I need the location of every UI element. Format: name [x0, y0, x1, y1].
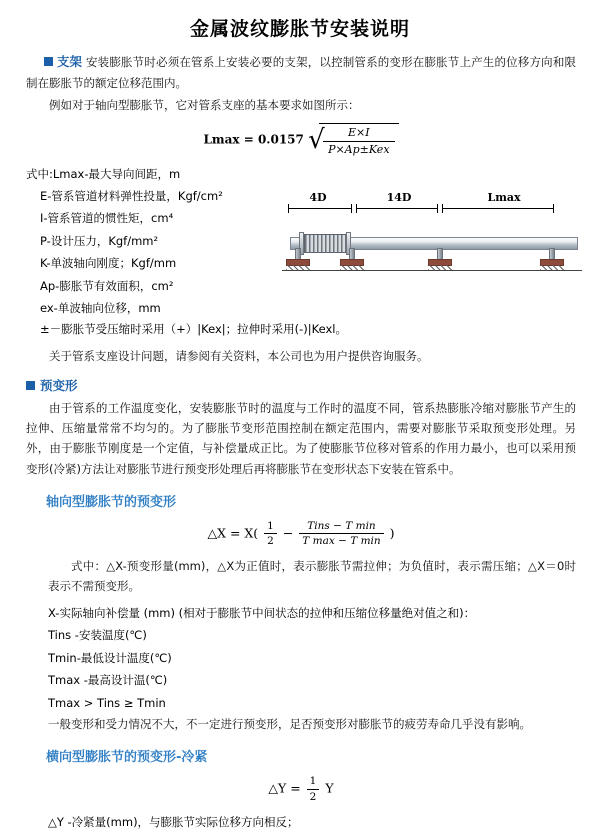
pipe-support-4	[540, 248, 564, 268]
document-page	[0, 14, 600, 830]
axial-symbol-lines	[26, 602, 576, 714]
sqrt-group	[308, 123, 398, 157]
lateral-formula-rhs: Y	[325, 780, 334, 796]
legend-item: 式中:Lmax-最大导向间距，m	[26, 166, 181, 181]
axial-symbol-line: Tmax > Tins ≥ Tmin	[48, 695, 166, 710]
axial-symbol-line: X-实际轴向补偿量 (mm) (相对于膨胀节中间状态的拉伸和压缩位移量绝对值之和)：	[48, 606, 476, 621]
legend-note-row	[26, 318, 576, 340]
legend-item: K-单波轴向刚度；Kgf/mm	[40, 256, 177, 271]
axial-symbol-line: Tmax -最高设计温(℃)	[48, 673, 168, 688]
bracket-paragraph-1: 安装膨胀节时必须在管系上安装必要的支架，以控制管系的变形在膨胀节上产生的位移方向和限制在膨胀节的额定位移范围内。	[26, 55, 576, 90]
blue-bullet-icon	[44, 57, 53, 66]
axial-predeform-formula	[26, 520, 576, 548]
bracket-intro-paragraph	[26, 51, 576, 93]
lateral-formula-half	[307, 775, 320, 803]
axial-formula-temp-fraction	[299, 520, 383, 548]
radical-icon: √	[308, 124, 325, 155]
lateral-note	[26, 811, 576, 833]
axial-symbol-line: Tins -安装温度(℃)	[48, 628, 147, 643]
dim-label-4d: 4D	[309, 190, 327, 204]
dim-label-14d: 14D	[386, 190, 412, 204]
axial-note-2: 一般变形和受力情况不大，不一定进行预变形，足否预变形对膨胀节的疲劳寿命几乎没有影响。	[48, 717, 531, 732]
formula-denominator: P×Ap±Kex	[328, 142, 390, 156]
predeform-label: 预变形	[40, 378, 78, 394]
lmax-formula-lhs: Lmax = 0.0157	[203, 132, 304, 147]
legend-item: E-管系管道材料弹性投量，Kgf/cm²	[40, 189, 223, 204]
blue-bullet-icon	[26, 381, 35, 390]
legend-item: ex-单波轴向位移，mm	[40, 301, 161, 316]
lateral-formula-lhs: △Y =	[268, 780, 301, 796]
dim-label-lmax: Lmax	[487, 190, 521, 204]
axial-note-1: 式中：△X-预变形量(mm)，△X为正值时，表示膨胀节需拉伸；为负值时，表示需压缩；△X＝0时表示不需预变形。	[48, 558, 576, 593]
formula-numerator: E×I	[323, 126, 394, 142]
lateral-predeform-formula	[26, 775, 576, 803]
document-body	[0, 51, 600, 834]
legend-figure-row	[26, 163, 576, 320]
pipe-assembly-drawing	[282, 215, 582, 287]
pipe-support-2	[340, 248, 364, 268]
half-numerator: 1	[264, 520, 277, 535]
axial-symbol-line: Tmin-最低设计温度(℃)	[48, 650, 172, 665]
page-title: 金属波纹膨胀节安装说明	[189, 18, 410, 40]
legend-item: I-管系管道的惯性矩，cm⁴	[40, 211, 174, 226]
section-head-predeform	[26, 376, 576, 394]
ground-line	[282, 270, 582, 271]
expansion-joint-figure	[282, 163, 582, 301]
half-denominator: 2	[309, 790, 317, 803]
section-bracket	[26, 51, 576, 115]
pipe-support-3	[428, 248, 452, 268]
temp-numerator: Tins − T min	[299, 520, 383, 535]
half-denominator: 2	[267, 535, 274, 548]
half-numerator: 1	[307, 775, 320, 790]
dimension-rule	[282, 204, 582, 213]
axial-formula-minus: −	[282, 525, 294, 541]
legend-item: Ap-膨胀节有效面积，cm²	[40, 278, 174, 293]
lmax-formula	[26, 123, 576, 157]
bracket-paragraph-2: 例如对于轴向型膨胀节，它对管系支座的基本要求如图所示：	[49, 98, 360, 112]
axial-formula-rhs: )	[389, 525, 395, 541]
legend-item: P-设计压力，Kgf/mm²	[40, 233, 159, 248]
dimension-labels	[282, 191, 582, 204]
support-service-paragraph: 关于管系支座设计问题，请参阅有关资料，本公司也为用户提供咨询服务。	[49, 349, 429, 363]
temp-denominator: T max − T min	[302, 535, 381, 548]
pipe-support-1	[286, 248, 310, 268]
lateral-note-line: △Y -冷紧量(mm)，与膨胀节实际位移方向相反；	[48, 815, 299, 830]
axial-formula-half	[264, 520, 277, 548]
bracket-label: 支架	[56, 54, 83, 69]
axial-formula-lhs: △X = X(	[207, 525, 259, 541]
legend-item: ±－膨胀节受压缩时采用（+）|Kex|；拉伸时采用(-)|Kexl。	[40, 321, 348, 336]
predeform-paragraph: 由于管系的工作温度变化，安装膨胀节时的温度与工作时的温度不同，管系热膨胀冷缩对膨胀节产生的拉伸、压缩量常常不均匀的。为了膨胀节变形范围控制在额定范围内，需要对膨胀节采取预变形处理。另外，由于膨胀节刚度是一个定值，与补偿量成正比。为了使膨胀节位移对管系的作用力最小，也可以采用预变形(冷紧)方法让对膨胀节进行预变形处理后再将膨胀节在变形状态下安装在管系中。	[26, 401, 576, 476]
subhead-lateral-predeform: 横向型膨胀节的预变形-冷紧	[46, 750, 208, 766]
symbol-legend	[26, 163, 276, 320]
subhead-axial-predeform: 轴向型膨胀节的预变形	[46, 494, 177, 510]
